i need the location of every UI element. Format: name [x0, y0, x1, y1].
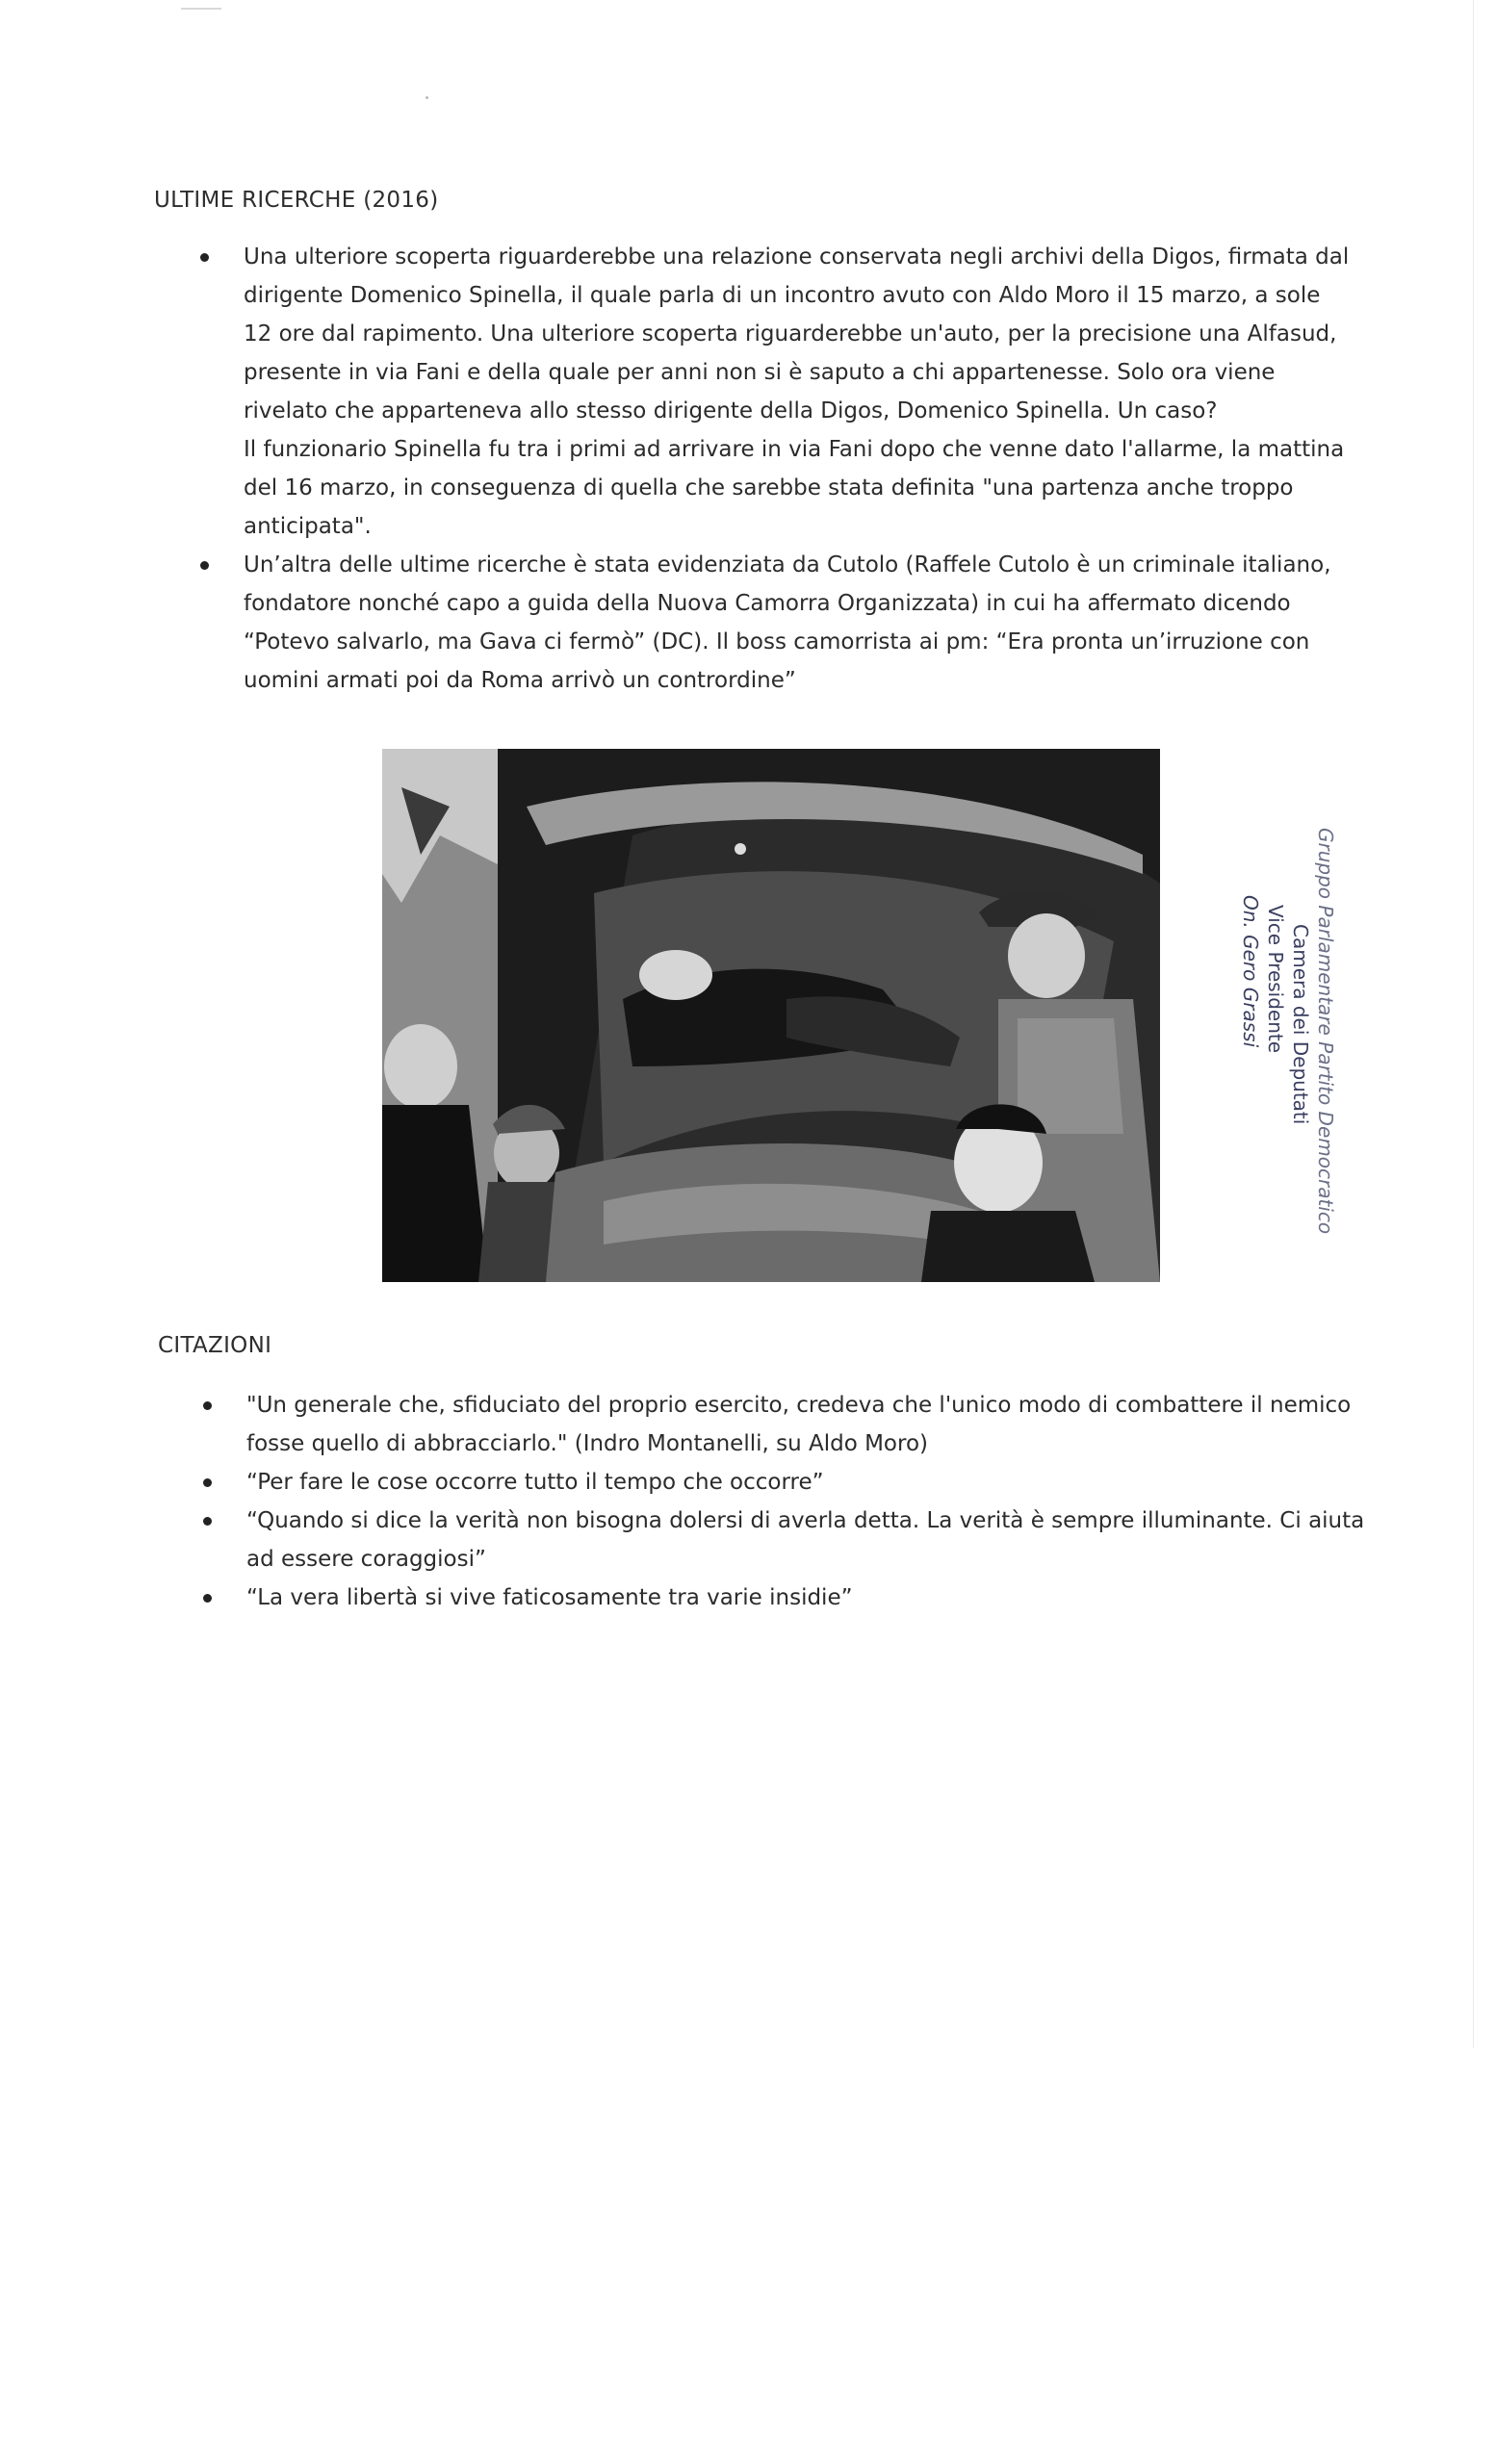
text-line: fondatore nonché capo a guida della Nuova Camorra Organizzata) in cui ha affermato dicendo: [244, 591, 1291, 616]
bullet-icon: [203, 1401, 212, 1410]
scan-mark: [181, 8, 221, 10]
text-line: rivelato che apparteneva allo stesso dirigente della Digos, Domenico Spinella. Un caso?: [244, 398, 1218, 424]
stamp-line-name: On. Gero Grassi: [1239, 895, 1262, 1048]
text-line: anticipata".: [244, 514, 372, 539]
bullet-icon: [200, 253, 209, 262]
list-item: [244, 546, 1351, 700]
bullet-icon: [203, 1594, 212, 1603]
stamp-text: [1238, 828, 1338, 1234]
list-item: [246, 1386, 1382, 1463]
parliament-stamp: [1194, 828, 1348, 1235]
scan-speck: [426, 96, 428, 99]
bullet-icon: [203, 1517, 212, 1526]
text-line: Il funzionario Spinella fu tra i primi ad arrivare in via Fani dopo che venne dato l'allarme, la mattina: [244, 437, 1345, 462]
text-line: "Un generale che, sfiduciato del proprio esercito, credeva che l'unico modo di combattere il nemico: [246, 1393, 1352, 1418]
list-item: [246, 1502, 1382, 1578]
list-item: [246, 1463, 1382, 1502]
text-line: dirigente Domenico Spinella, il quale parla di un incontro avuto con Aldo Moro il 15 marzo, a sole: [244, 283, 1321, 308]
list-item: [244, 238, 1351, 546]
bullet-icon: [200, 561, 209, 570]
historical-photo: [382, 749, 1160, 1282]
text-line: del 16 marzo, in conseguenza di quella che sarebbe stata definita "una partenza anche troppo: [244, 475, 1294, 500]
stamp-line-camera: Camera dei Deputati: [1289, 924, 1312, 1125]
photo-illustration: [382, 749, 1160, 1282]
list-item: [246, 1578, 1382, 1617]
text-line: “La vera libertà si vive faticosamente tra varie insidie”: [246, 1585, 853, 1610]
text-line: “Potevo salvarlo, ma Gava ci fermò” (DC). Il boss camorrista ai pm: “Era pronta un’irruzione con: [244, 629, 1310, 654]
text-line: 12 ore dal rapimento. Una ulteriore scoperta riguarderebbe un'auto, per la precisione una Alfasud,: [244, 321, 1337, 346]
text-line: “Per fare le cose occorre tutto il tempo che occorre”: [246, 1470, 824, 1495]
section-title-citazioni: CITAZIONI: [158, 1333, 272, 1358]
section-title-ricerche: ULTIME RICERCHE (2016): [154, 188, 439, 213]
text-line: fosse quello di abbracciarlo." (Indro Montanelli, su Aldo Moro): [246, 1431, 929, 1456]
ricerche-list: [244, 238, 1351, 700]
text-line: presente in via Fani e della quale per anni non si è saputo a chi appartenesse. Solo ora viene: [244, 360, 1276, 385]
text-line: Una ulteriore scoperta riguarderebbe una relazione conservata negli archivi della Digos, firmata dal: [244, 244, 1350, 270]
stamp-line-vice: Vice Presidente: [1264, 905, 1287, 1054]
bullet-icon: [203, 1478, 212, 1487]
text-line: “Quando si dice la verità non bisogna dolersi di averla detta. La verità è sempre illuminante. Ci aiuta: [246, 1508, 1365, 1533]
text-line: uomini armati poi da Roma arrivò un contrordine”: [244, 668, 796, 693]
stamp-line-group: Gruppo Parlamentare Partito Democratico: [1314, 828, 1337, 1235]
citazioni-list: [246, 1386, 1382, 1617]
text-line: Un’altra delle ultime ricerche è stata evidenziata da Cutolo (Raffele Cutolo è un criminale italiano,: [244, 552, 1331, 578]
text-line: ad essere coraggiosi”: [246, 1547, 486, 1572]
